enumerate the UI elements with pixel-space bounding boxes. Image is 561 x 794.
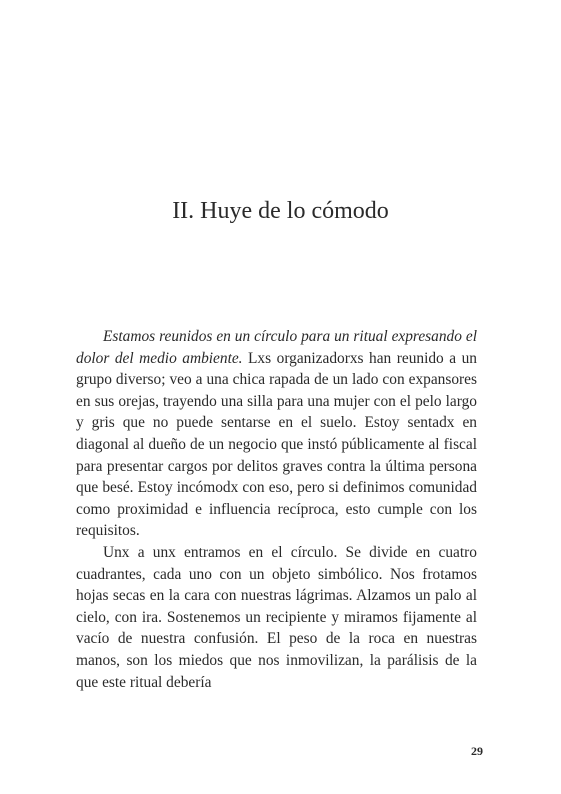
paragraph-1-italic-lead: Estamos reunidos en un círculo para un ritual expresando el dolor del medio ambiente. xyxy=(76,328,477,367)
paragraph-2-text: Unx a unx entramos en el círculo. Se divide en cuatro cuadrantes, cada uno con un objeto simbólico. Nos frotamos hojas secas en la cara con nuestras lágrimas. Alzamos un palo al cielo, con ira. Sostenemos un recipiente y miramos fijamente al vacío de nuestra confusión. El peso de la roca en nuestras manos, son los miedos que nos inmovilizan, la parálisis de la que este ritual debería xyxy=(76,543,477,691)
chapter-title: II. Huye de lo cómodo xyxy=(172,198,389,224)
paragraph-1 xyxy=(76,326,477,542)
page-number: 29 xyxy=(471,744,483,758)
paragraph-1-text: Lxs organizadorxs han reunido a un grupo diverso; veo a una chica rapada de un lado con expansores en sus orejas, trayendo una silla para una mujer con el pelo largo y gris que no puede sentarse en el suelo. Estoy sentadx en diagonal al dueño de un negocio que instó públicamente al fiscal para presentar cargos por delitos graves contra la última persona que besé. Estoy incómodx con eso, pero si definimos comunidad como proximidad e influencia recíproca, esto cumple con los requisitos. xyxy=(76,349,477,540)
paragraph-2 xyxy=(76,542,477,693)
body-text xyxy=(76,326,477,693)
